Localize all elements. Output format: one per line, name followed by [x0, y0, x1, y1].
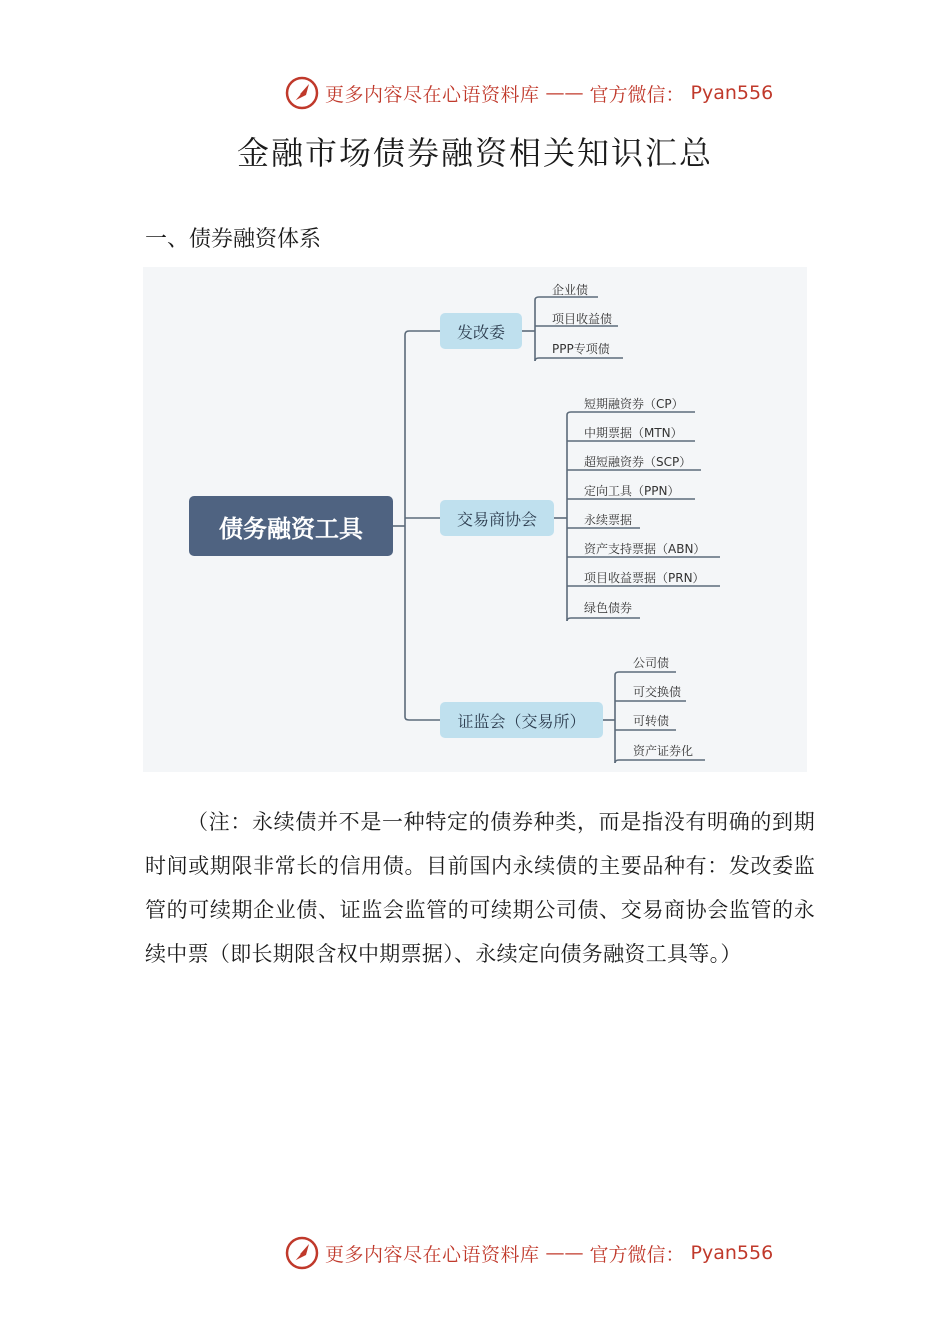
quill-logo-icon — [285, 1236, 319, 1270]
banner-text: 更多内容尽在心语资料库 — [325, 83, 540, 106]
leaf-item: 资产证券化 — [633, 744, 694, 758]
leaf-item: 可转债 — [633, 714, 670, 728]
leaf-item: 可交换债 — [633, 685, 682, 699]
leaf-item: 中期票据（MTN） — [584, 426, 683, 440]
leaf-item: PPP专项债 — [552, 342, 610, 356]
leaf-item: 项目收益债 — [552, 312, 613, 326]
leaf-item: 定向工具（PPN） — [584, 484, 680, 498]
leaf-item: 短期融资券（CP） — [584, 397, 684, 411]
leaf-item: 资产支持票据（ABN） — [584, 542, 706, 556]
banner-separator: —— — [545, 82, 584, 104]
leaf-item: 超短融资券（SCP） — [584, 455, 692, 469]
document-title: 金融市场债券融资相关知识汇总 — [236, 134, 713, 172]
mindmap-diagram — [143, 267, 807, 772]
banner-label: 官方微信： — [589, 1243, 685, 1266]
header-banner — [285, 73, 773, 113]
branch-csrc: 证监会（交易所） — [440, 702, 603, 738]
banner-label: 官方微信： — [589, 83, 685, 106]
banner-separator: —— — [545, 1242, 584, 1264]
leaf-item: 永续票据 — [584, 513, 633, 527]
footer-banner — [285, 1233, 773, 1273]
section-heading: 一、债券融资体系 — [145, 227, 322, 252]
mindmap-root: 债务融资工具 — [189, 496, 393, 556]
banner-wechat-id: Pyan556 — [690, 1242, 774, 1264]
leaf-item: 绿色债券 — [584, 601, 633, 615]
leaf-item: 公司债 — [633, 656, 670, 670]
banner-text: 更多内容尽在心语资料库 — [325, 1243, 540, 1266]
note-paragraph: （注：永续债并不是一种特定的债券种类，而是指没有明确的到期时间或期限非常长的信用债。目前国内永续债的主要品种有：发改委监管的可续期企业债、证监会监管的可续期公司债、交易商协会监管的永续中票（即长期限含权中期票据）、永续定向债务融资工具等。） — [145, 810, 815, 966]
quill-logo-icon — [285, 76, 319, 110]
branch-ndrc: 发改委 — [440, 313, 522, 349]
leaf-item: 企业债 — [552, 283, 589, 297]
branch-nafmii: 交易商协会 — [440, 500, 554, 536]
banner-wechat-id: Pyan556 — [690, 82, 774, 104]
leaf-item: 项目收益票据（PRN） — [584, 571, 705, 585]
